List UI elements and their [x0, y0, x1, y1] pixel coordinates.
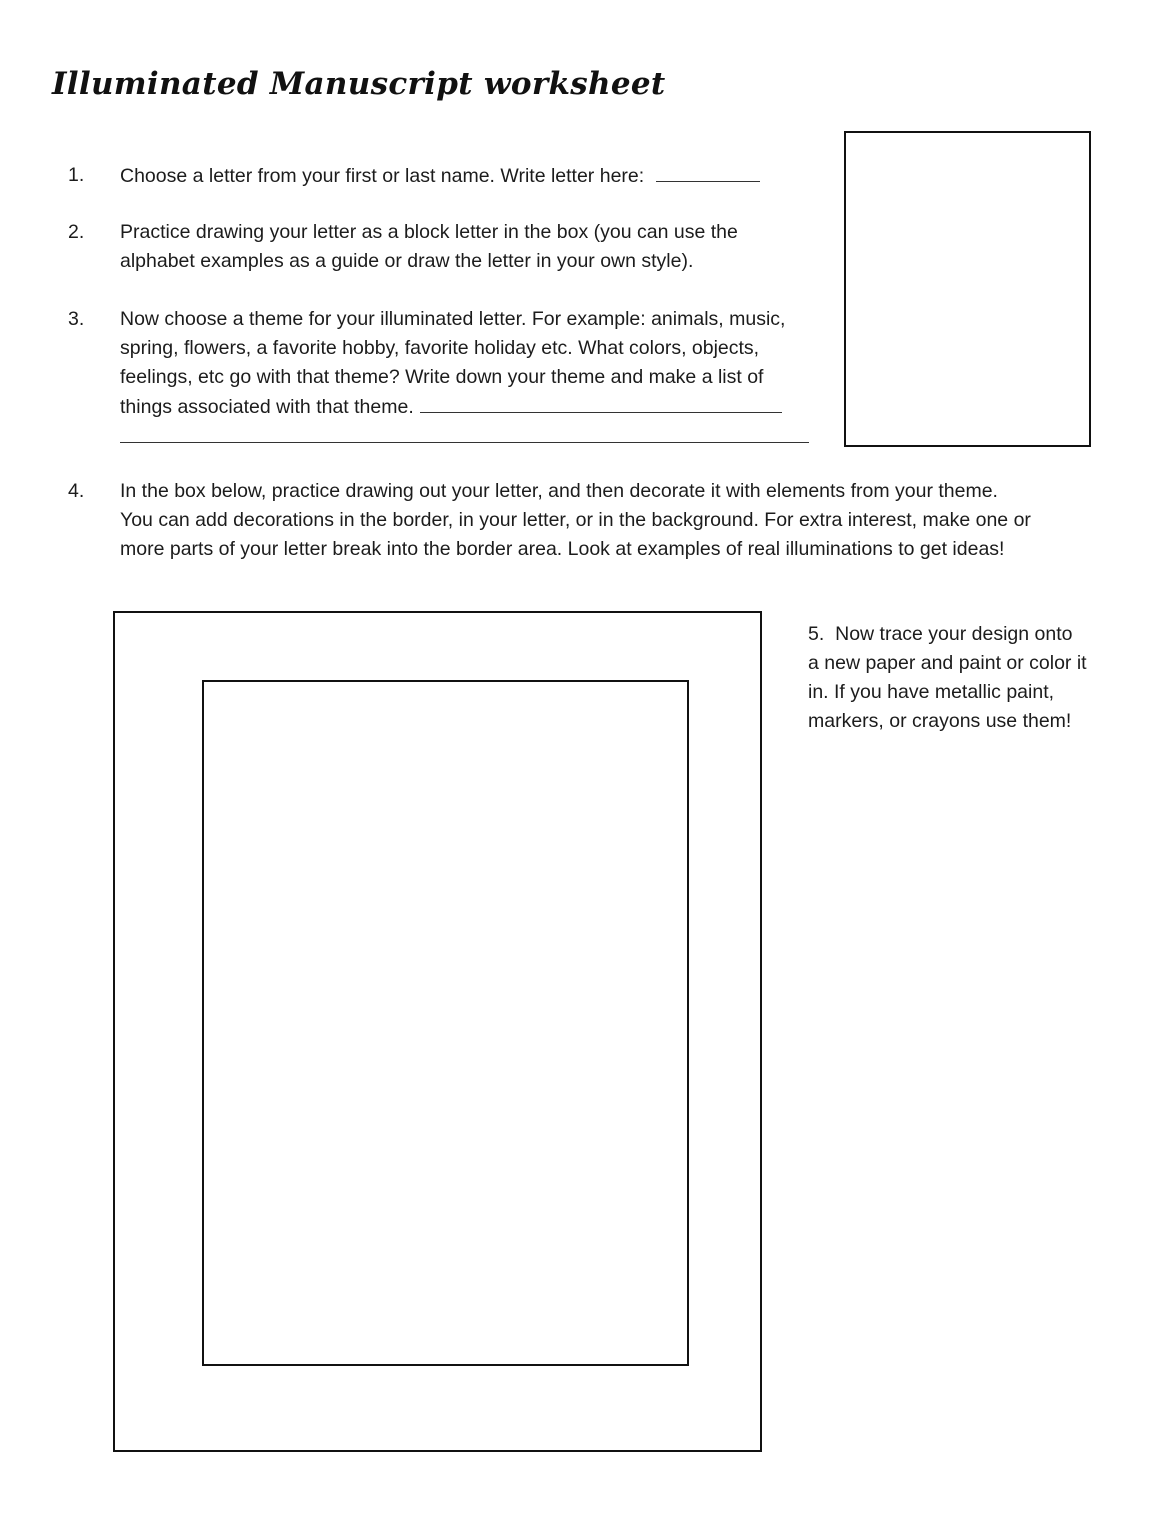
- step-number: 2.: [68, 221, 85, 243]
- step-5: 5. Now trace your design onto a new paper and paint or color it in. If you have metallic paint, markers, or crayons use them!: [808, 623, 1087, 732]
- step-text: In the box below, practice drawing out your letter, and then decorate it with elements from your theme. You can add decorations in the border, in your letter, or in the background. For extra interest, make one or more parts of your letter break into the border area. Look at examples of real illuminations to get ideas!: [120, 480, 1031, 560]
- theme-list-line[interactable]: [120, 442, 809, 443]
- step-text: Practice drawing your letter as a block letter in the box (you can use the alphabet examples as a guide or draw the letter in your own style).: [120, 221, 738, 272]
- step-text: Now choose a theme for your illuminated letter. For example: animals, music, spring, flowers, a favorite hobby, favorite holiday etc. What colors, objects, feelings, etc go with that theme? Write down your theme and make a list of things associated with that theme.: [120, 308, 786, 418]
- step-number: 1.: [68, 164, 85, 186]
- step-1: [0, 161, 840, 191]
- step-number: 4.: [68, 480, 85, 502]
- worksheet-title: Illuminated Manuscript worksheet: [52, 66, 666, 102]
- letter-drawing-box[interactable]: [202, 680, 689, 1366]
- step-number: 5.: [808, 623, 825, 645]
- letter-answer-blank[interactable]: [656, 161, 760, 182]
- theme-answer-blank[interactable]: [420, 392, 782, 413]
- step-2: [0, 218, 840, 278]
- step-3: [0, 305, 840, 425]
- step-text: Choose a letter from your first or last name. Write letter here:: [120, 161, 760, 191]
- step-number: 3.: [68, 308, 85, 330]
- step-4: [0, 477, 1140, 567]
- block-letter-box[interactable]: [844, 131, 1091, 447]
